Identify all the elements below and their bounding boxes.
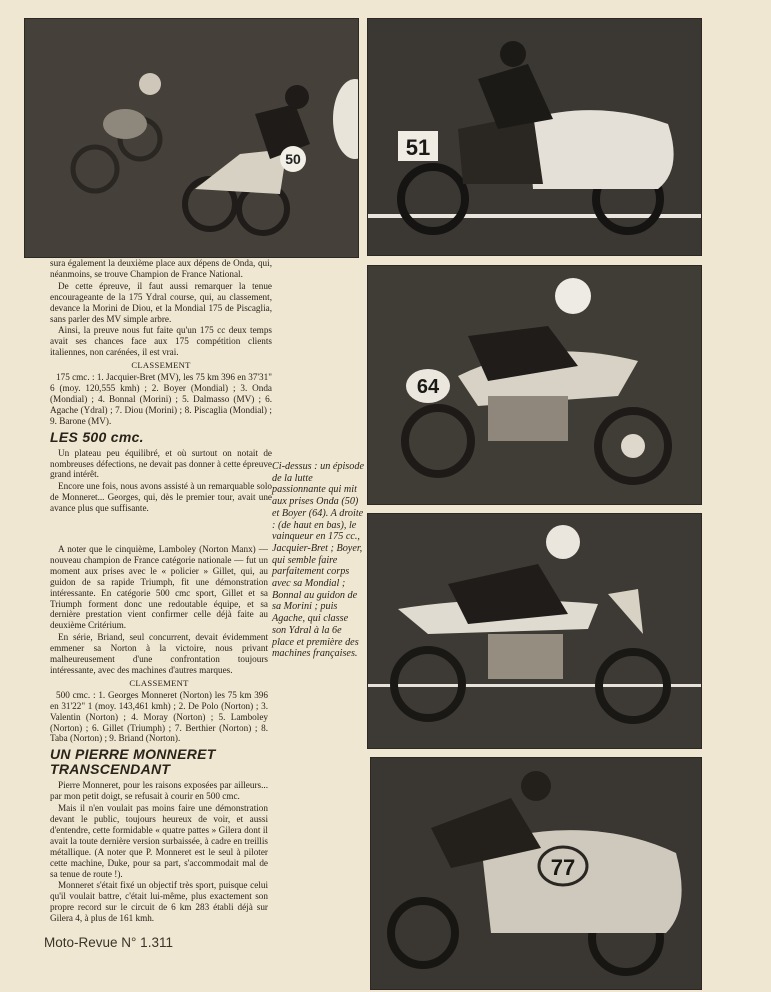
intro-paragraph: Ainsi, la preuve nous fut faite qu'un 175 cc deux temps avait ses chances face aux 175 compétition clients italiennes, non carénées, il est vrai. [50, 325, 272, 358]
section-monneret-title [50, 747, 268, 777]
classement-500-results: 500 cmc. : 1. Georges Monneret (Norton) les 75 km 396 en 31'22" 1 (moy. 143,461 kmh) ; 2. De Polo (Norton) ; 3. Valentin (Norton) ; 4. Moray (Norton) ; 5. Lamboley (Norton) ; 6. Gillet (Triumph) ; 7. Berthier (Norton) ; 8. Taba (Norton) ; 9. Briand (Norton). [50, 689, 268, 744]
page-footer: Moto-Revue N° 1.311 [44, 935, 173, 950]
photo-boyer [367, 265, 702, 505]
intro-paragraph: sura également la deuxième place aux dépens de Onda, qui, néanmoins, se trouve Champion de France National. [50, 258, 272, 279]
photo-bonnal [367, 513, 702, 749]
article-column-middle [50, 544, 268, 925]
section-500-paragraph: En série, Briand, seul concurrent, devait évidemment emmener sa Norton à la victoire, nous privant malheureusement d'une confrontation toujours intéressante, avec des machines d'autres marques. [50, 632, 268, 675]
section-500-paragraph: Encore une fois, nous avons assisté à un remarquable solo de Monneret... Georges, qui, dès le premier tour, avait une avance plus que suffisante. [50, 481, 272, 514]
classement-175-results: 175 cmc. : 1. Jacquier-Bret (MV), les 75 km 396 en 37'31" 6 (moy. 120,555 kmh) ; 2. Boyer (Mondial) ; 3. Onda (Mondial) ; 4. Bonnal (Morini) ; 5. Dalmasso (MV) ; 6. Agache (Ydral) ; 7. Diou (Morini) ; 8. Piscaglia (Mondial) ; 9. Barone (MV). [50, 372, 272, 426]
race-number-64: 64 [416, 376, 440, 398]
photo-jacquier-bret [367, 18, 702, 256]
section-monneret-title-line1: UN PIERRE MONNERET [50, 746, 216, 763]
monneret-paragraph: Pierre Monneret, pour les raisons exposées par ailleurs... par mon petit doigt, se refusait à courir en 500 cmc. [50, 780, 268, 802]
monneret-paragraph: Monneret s'était fixé un objectif très sport, puisque celui qu'il voulait battre, c'était lui-même, plus exactement son propre record sur le circuit de 6 km 283 établi déjà sur Gilera 4, à plus de 161 kmh. [50, 880, 268, 924]
photo-agache [370, 757, 702, 990]
monneret-paragraph: Mais il n'en voulait pas moins faire une démonstration devant le public, toujours heureux de voir, et aussi d'entendre, cette formidable « quatre pattes » Gilera dont il avait la toute dernière version surbaissée, à cadre en treillis métallique. (A noter que P. Monneret est le seul à piloter cette machine, Duke, pour sa part, s'accommodait mal de sa tenue de route !). [50, 803, 268, 879]
section-500-title: LES 500 cmc. [50, 428, 144, 445]
race-number-50: 50 [285, 151, 301, 167]
classement-175-heading: CLASSEMENT [131, 360, 191, 371]
photo-onda-boyer [24, 18, 359, 258]
article-column-top [50, 258, 272, 515]
section-monneret-title-line2: TRANSCENDANT [50, 761, 171, 778]
photo-caption-text: Ci-dessus : un épisode de la lutte passionnante qui mit aux prises Onda (50) et Boyer (64). A droite : (de haut en bas), le vainqueur en 175 cc., Jacquier-Bret ; Boyer, qui semble faire parfaitement corps avec sa Mondial ; Bonnal au guidon de sa Morini ; puis Agache, qui classe son Ydral à la 6e place et première des machines françaises. [272, 461, 364, 660]
section-500-paragraph: A noter que le cinquième, Lamboley (Norton Manx) — nouveau champion de France catégorie nationale — fut un moment aux prises avec le « policier » Gillet, qui, au guidon de sa rapide Triumph, fit une démonstration intéressante. En catégorie 500 cmc sport, Gillet et sa Triumph forment donc une redoutable équipe, et sa dernière prestation vient confirmer celle déjà faite au deuxième Critérium. [50, 544, 268, 631]
classement-500-heading: CLASSEMENT [129, 677, 189, 688]
intro-paragraph: De cette épreuve, il faut aussi remarquer la tenue encourageante de la 175 Ydral course, qui, au classement, devance la Morini de Diou, et la Mondial 175 de Piscaglia, sans parler des MV simple arbre. [50, 280, 272, 324]
section-500-paragraph: Un plateau peu équilibré, et où surtout on notait de nombreuses défections, ne devait pas donner à cette épreuve grand intérêt. [50, 447, 272, 480]
race-number-51: 51 [405, 135, 431, 160]
photo-caption [272, 461, 364, 660]
race-number-77: 77 [550, 855, 576, 880]
